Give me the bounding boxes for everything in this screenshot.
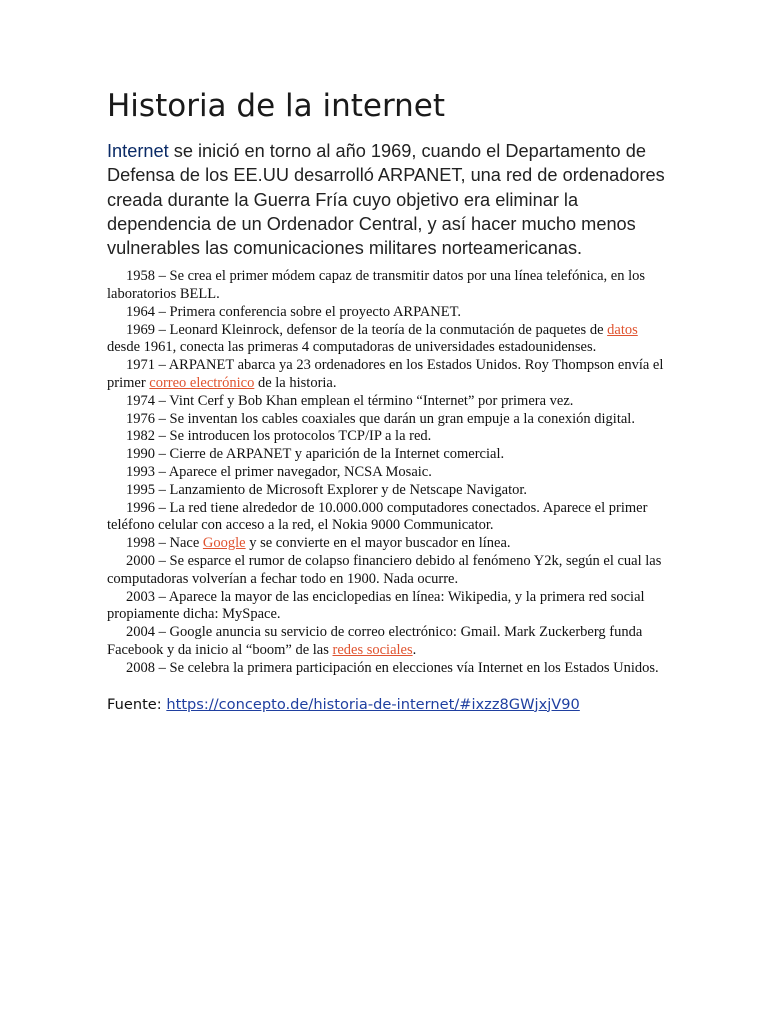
timeline-entry	[107, 535, 667, 553]
entry-text: 2003 – Aparece la mayor de las enciclopedias en línea: Wikipedia, y la primera red social propiamente dicha: MySpace.	[107, 588, 645, 623]
timeline-entry	[107, 268, 667, 304]
entry-text: 1990 – Cierre de ARPANET y aparición de la Internet comercial.	[126, 446, 505, 463]
entry-text: 1958 – Se crea el primer módem capaz de transmitir datos por una línea telefónica, en los laboratorios BELL.	[107, 268, 645, 302]
source-link[interactable]: https://concepto.de/historia-de-internet/#ixzz8GWjxjV90	[166, 695, 580, 713]
inline-link[interactable]: datos	[607, 321, 638, 338]
intro-lead-word: Internet	[107, 141, 169, 162]
source-line	[107, 696, 667, 713]
entry-text: y se convierte en el mayor buscador en línea.	[245, 535, 511, 552]
timeline-entry	[107, 482, 667, 500]
timeline-entry	[107, 428, 667, 446]
entry-text: 2000 – Se esparce el rumor de colapso financiero debido al fenómeno Y2k, según el cual las computadoras volverían a fechar todo en 1900. Nada ocurre.	[107, 552, 662, 587]
entry-text: 1971 – ARPANET abarca ya 23 ordenadores en los Estados Unidos. Roy Thompson envía el primer	[107, 357, 664, 391]
entry-text: .	[412, 641, 417, 658]
intro-text: se inició en torno al año 1969, cuando el Departamento de Defensa de los EE.UU desarrolló ARPANET, una red de ordenadores creada durante la Guerra Fría cuyo objetivo era eliminar la dependencia de un Ordenador Central, y así hacer mucho menos vulnerables las comunicaciones militares norteamericanas.	[107, 141, 665, 258]
intro-paragraph	[107, 139, 667, 260]
entry-text: 1993 – Aparece el primer navegador, NCSA Mosaic.	[126, 463, 432, 480]
timeline-entry	[107, 446, 667, 464]
entry-text: desde 1961, conecta las primeras 4 computadoras de universidades estadounidenses.	[107, 339, 597, 356]
timeline-entry	[107, 411, 667, 429]
entry-text: 1976 – Se inventan los cables coaxiales que darán un gran empuje a la conexión digital.	[126, 410, 635, 427]
inline-link[interactable]: correo electrónico	[149, 374, 255, 391]
timeline-entry	[107, 500, 667, 536]
entry-text: 1969 – Leonard Kleinrock, defensor de la teoría de la conmutación de paquetes de	[126, 321, 608, 338]
timeline-entry	[107, 660, 667, 678]
timeline-list	[107, 268, 667, 677]
document-body	[107, 88, 667, 713]
timeline-entry	[107, 393, 667, 411]
timeline-entry	[107, 624, 667, 660]
entry-text: 1964 – Primera conferencia sobre el proyecto ARPANET.	[126, 303, 462, 320]
entry-text: 1996 – La red tiene alrededor de 10.000.000 computadores conectados. Aparece el primer teléfono celular con acceso a la red, el Nokia 9000 Communicator.	[107, 499, 648, 534]
timeline-entry	[107, 322, 667, 358]
timeline-entry	[107, 553, 667, 589]
inline-link[interactable]: redes sociales	[332, 641, 413, 658]
inline-link[interactable]: Google	[202, 535, 246, 552]
entry-text: 1998 – Nace	[126, 535, 203, 552]
source-label: Fuente:	[107, 695, 167, 713]
page-title: Historia de la internet	[107, 88, 446, 124]
entry-text: 2008 – Se celebra la primera participación en elecciones vía Internet en los Estados Unidos.	[126, 659, 659, 676]
entry-text: de la historia.	[254, 374, 337, 391]
timeline-entry	[107, 357, 667, 393]
timeline-entry	[107, 464, 667, 482]
timeline-entry	[107, 589, 667, 625]
entry-text: 2004 – Google anuncia su servicio de correo electrónico: Gmail. Mark Zuckerberg funda Facebook y da inicio al “boom” de las	[107, 624, 643, 658]
entry-text: 1995 – Lanzamiento de Microsoft Explorer y de Netscape Navigator.	[126, 481, 528, 498]
entry-text: 1974 – Vint Cerf y Bob Khan emplean el término “Internet” por primera vez.	[126, 392, 574, 409]
entry-text: 1982 – Se introducen los protocolos TCP/IP a la red.	[126, 428, 432, 445]
timeline-entry	[107, 304, 667, 322]
